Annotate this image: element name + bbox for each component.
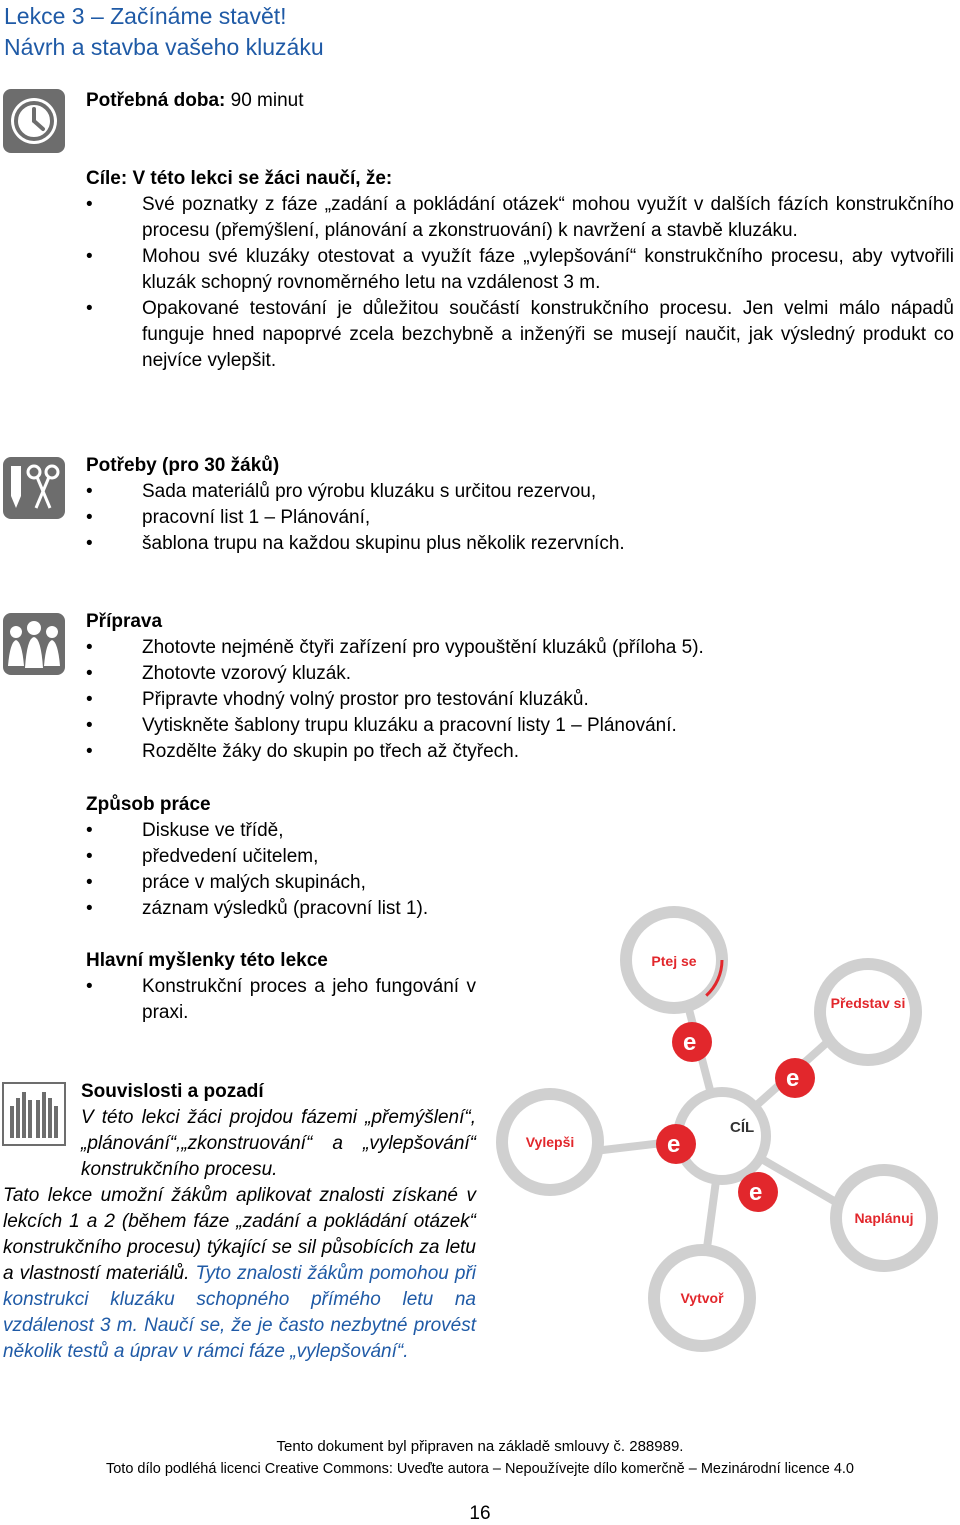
prep-heading: Příprava [86, 611, 163, 632]
context-heading: Souvislosti a pozadí [81, 1081, 264, 1102]
page-number: 16 [469, 1503, 491, 1524]
duration-label: Potřebná doba: [86, 90, 226, 111]
svg-text:e: e [667, 1131, 681, 1158]
context-body-blue: Tyto znalosti žákům pomohou při konstrukci kluzáku schopného přímého letu na vzdálenost 3 m. Naučí se, že je často nezbytné provést několik testů a úprav v rámci fáze „vylepšování“. [3, 1263, 477, 1362]
lesson-subtitle: Návrh a stavba vašeho kluzáku [4, 34, 324, 60]
duration-value: 90 minut [225, 90, 304, 111]
e-logo-icon [656, 1124, 696, 1164]
list-item: • Sada materiálů pro výrobu kluzáku s určitou rezervou, [86, 479, 954, 505]
footer-contract: Tento dokument byl připraven na základě smlouvy č. 288989. [276, 1438, 684, 1455]
needs-list [86, 479, 954, 557]
list-item: • Opakované testování je důležitou součástí konstrukčního procesu. Jen velmi málo nápadů funguje hned napoprvé zcela bezchybně a inženýři se musejí naučit, jak výsledný produkt co nejvíce vylepšit. [86, 296, 954, 374]
list-item: • Své poznatky z fáze „zadání a pokládání otázek“ mohou využít v dalších fázích konstrukčního procesu (přemýšlení, plánování a zkonstruování) k navržení a stavbě kluzáku. [86, 192, 954, 244]
list-item: • Připravte vhodný volný prostor pro testování kluzáků. [86, 687, 954, 713]
list-item: • předvedení učitelem, [86, 844, 954, 870]
list-item: • záznam výsledků (pracovní list 1). [86, 896, 954, 922]
prep-list [86, 635, 954, 765]
svg-text:Ptej se: Ptej se [651, 953, 697, 969]
stage-ask [626, 912, 722, 1008]
e-logo-icon [775, 1058, 815, 1098]
list-item: • šablona trupu na každou skupinu plus několik rezervních. [86, 531, 954, 557]
hands-icon [2, 1082, 66, 1152]
list-item: • pracovní list 1 – Plánování, [86, 505, 954, 531]
svg-text:Vytvoř: Vytvoř [680, 1290, 724, 1306]
method-heading: Způsob práce [86, 794, 211, 815]
context-body-black: Tato lekce umožní žákům aplikovat znalosti získané v lekcích 1 a 2 (během fáze „zadání a pokládání otázek“ konstrukčního procesu) týkající se sil působících za letu a vlastností materiálů. [3, 1185, 476, 1284]
scissors-pencil-icon [2, 456, 66, 526]
footer-license: Toto dílo podléhá licenci Creative Commons: Uveďte autora – Nepoužívejte dílo komerčně – Mezinárodní licence 4.0 [105, 1461, 854, 1477]
goals-heading: Cíle: V této lekci se žáci naučí, že: [86, 168, 393, 189]
stage-plan [836, 1170, 932, 1266]
list-item: • práce v malých skupinách, [86, 870, 954, 896]
list-item: • Zhotovte vzorový kluzák. [86, 661, 954, 687]
duration [86, 88, 304, 114]
svg-text:Představ si: Představ si [830, 995, 906, 1011]
svg-text:Vylepši: Vylepši [525, 1134, 575, 1150]
ideas-heading: Hlavní myšlenky této lekce [86, 950, 328, 971]
stage-create [654, 1250, 750, 1346]
context-body [3, 1183, 476, 1365]
stage-improve [502, 1094, 598, 1190]
list-item: • Rozdělte žáky do skupin po třech až čtyřech. [86, 739, 954, 765]
lesson-title: Lekce 3 – Začínáme stavět! [4, 3, 287, 29]
svg-text:e: e [749, 1179, 763, 1206]
svg-text:e: e [683, 1029, 697, 1056]
design-process-diagram [490, 900, 950, 1376]
clock-icon [2, 88, 66, 160]
stage-imagine [820, 964, 916, 1060]
list-item: • Diskuse ve třídě, [86, 818, 954, 844]
list-item: • Zhotovte nejméně čtyři zařízení pro vypouštění kluzáků (příloha 5). [86, 635, 954, 661]
svg-text:e: e [786, 1065, 800, 1092]
list-item: • Konstrukční proces a jeho fungování v praxi. [86, 974, 476, 1026]
ideas-list [86, 974, 476, 1026]
needs-heading: Potřeby (pro 30 žáků) [86, 455, 280, 476]
e-logo-icon [672, 1022, 712, 1062]
svg-text:Naplánuj: Naplánuj [854, 1210, 914, 1226]
list-item: • Vytiskněte šablony trupu kluzáku a pracovní listy 1 – Plánování. [86, 713, 954, 739]
context-intro: V této lekci žáci projdou fázemi „přemýšlení“,„plánování“,„zkonstruování“ a „vylepšování“ konstrukčního procesu. [81, 1107, 476, 1180]
list-item: • Mohou své kluzáky otestovat a využít fáze „vylepšování“ konstrukčního procesu, aby vytvořili kluzák schopný rovnoměrného letu na vzdálenost 3 m. [86, 244, 954, 296]
people-icon [2, 612, 66, 682]
goal-label: CÍL [730, 1119, 755, 1136]
e-logo-icon [738, 1172, 778, 1212]
goals-list [86, 192, 954, 374]
